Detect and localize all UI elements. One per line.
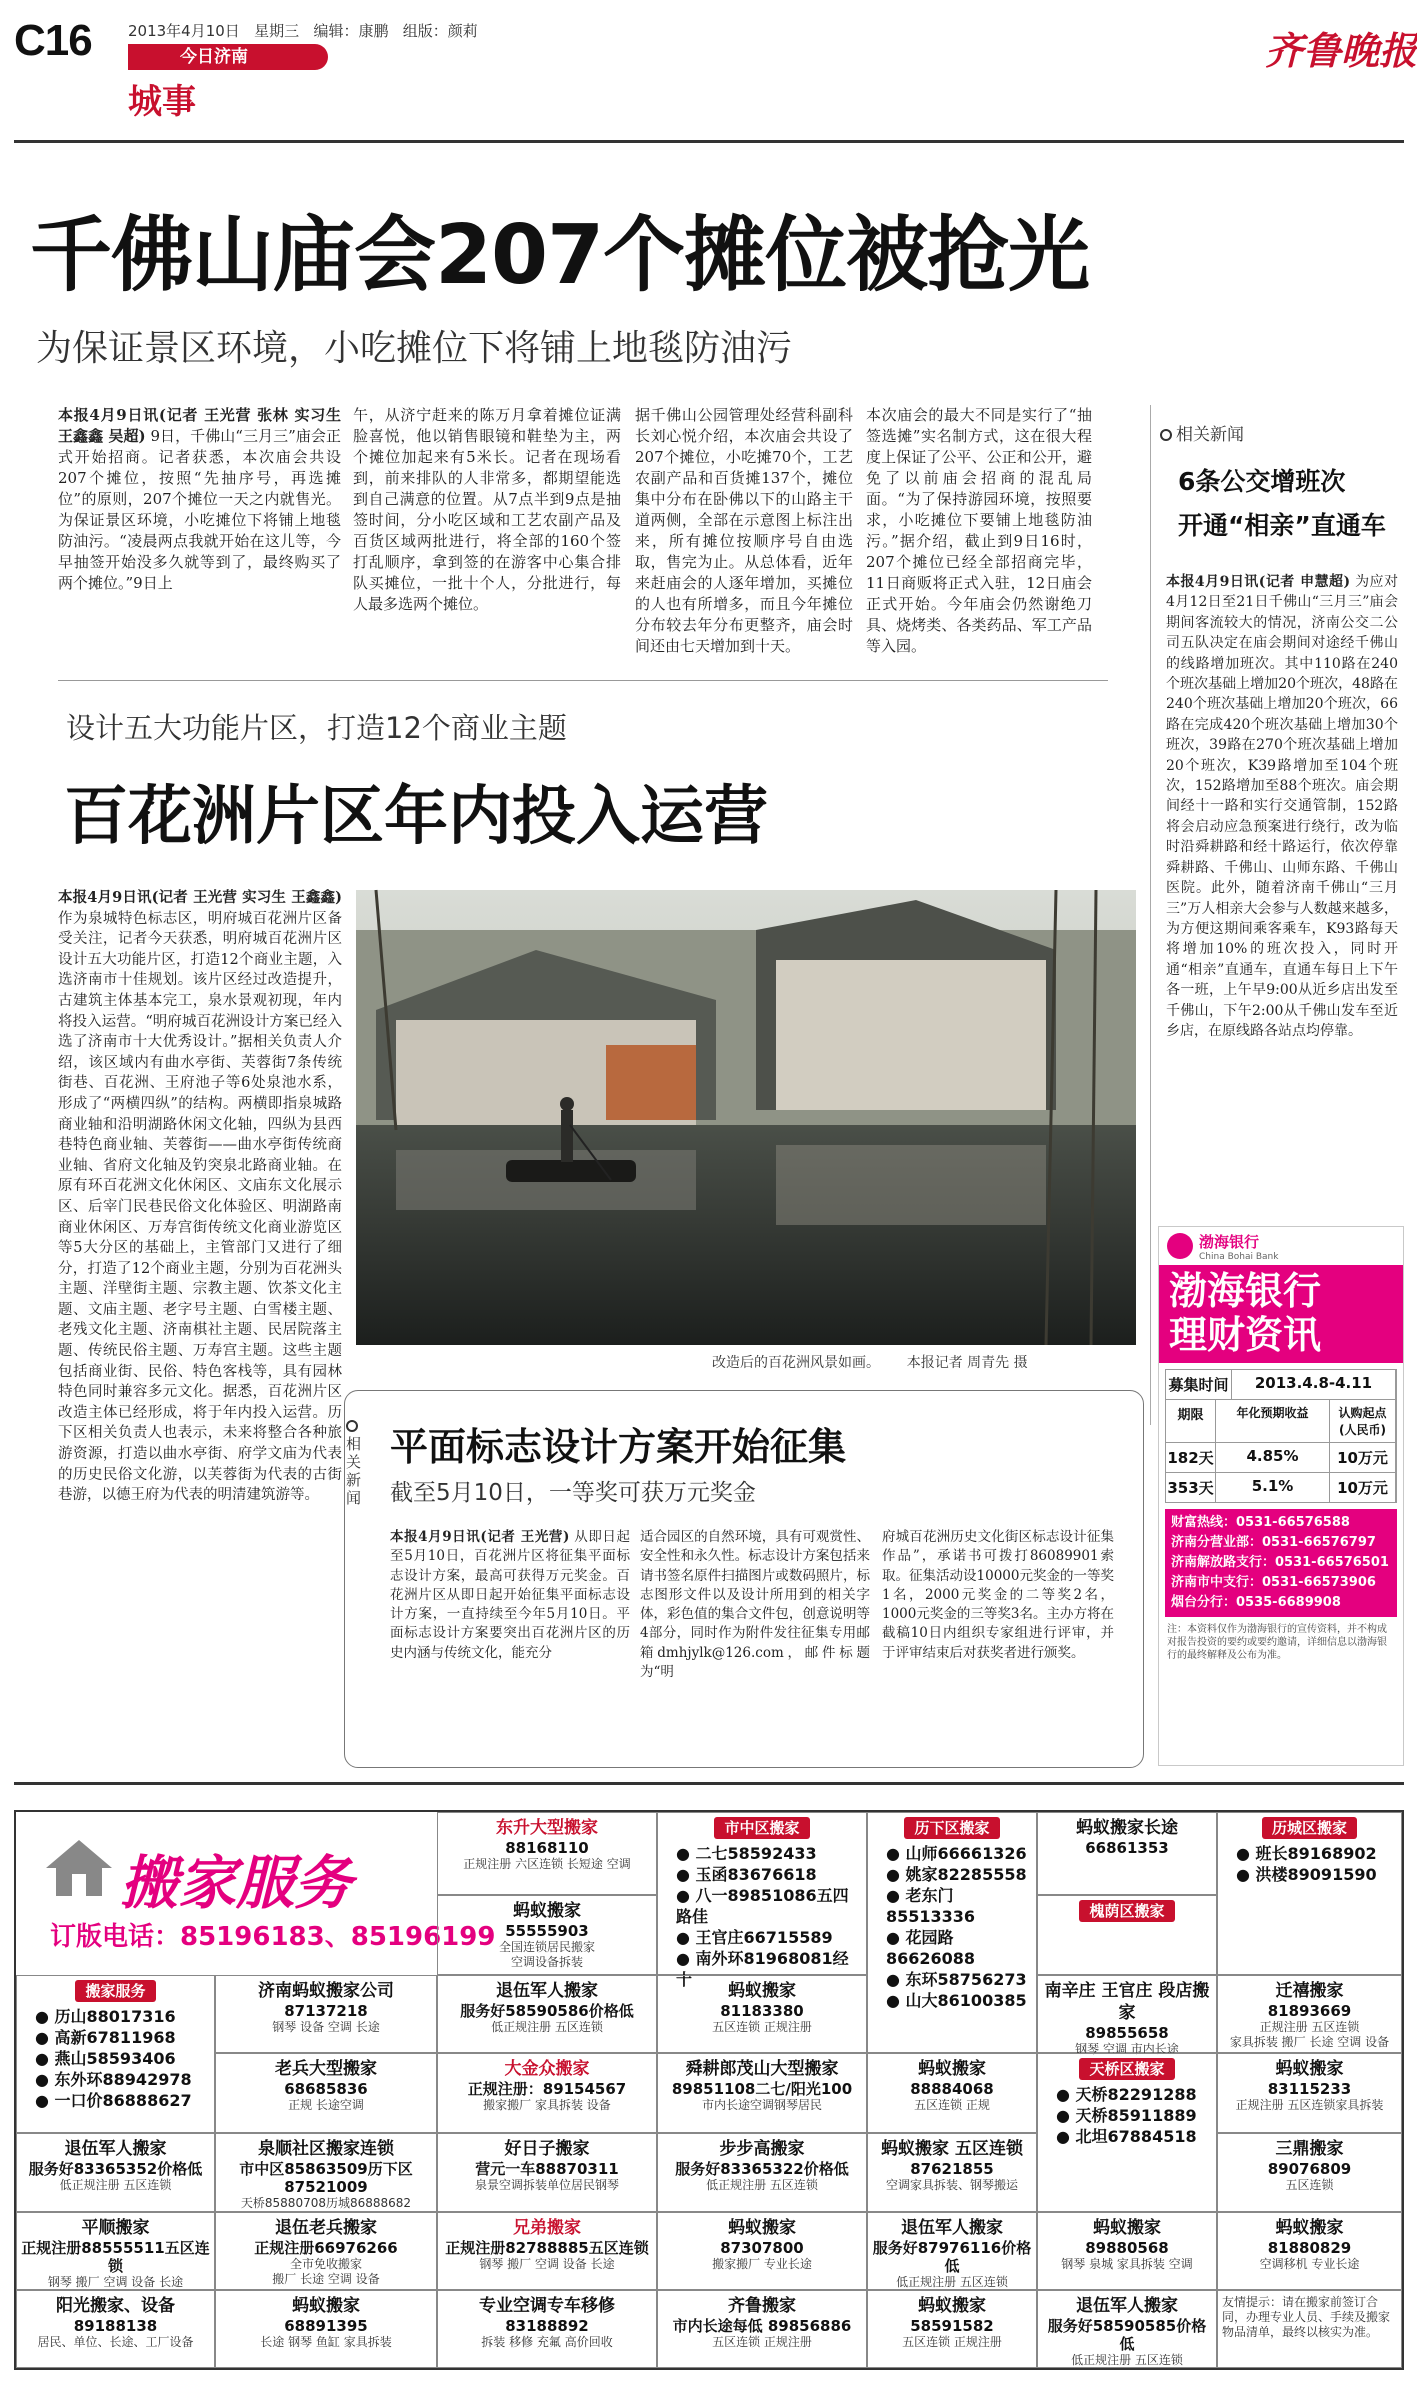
ad-title: 蚂蚁搬家: [1275, 2218, 1344, 2238]
ad-district-tag: 天桥区搬家: [1079, 2058, 1174, 2080]
story3-headline: 平面标志设计方案开始征集: [390, 1425, 847, 1469]
story3-byline: 本报4月9日讯(记者 王光营): [390, 1529, 570, 1545]
ad-cell: [215, 2290, 437, 2368]
ad-line: 搬家搬厂 专业长途: [712, 2257, 812, 2271]
ad-line: 钢琴 泉城 家具拆装 空调: [1061, 2257, 1193, 2271]
bank-logo: [1159, 1227, 1403, 1265]
ad-line: 天桥85880708历城86888682: [240, 2196, 412, 2210]
story1-col2: 午，从济宁赶来的陈万月拿着摊位证满脸喜悦，他以销售眼镜和鞋垫为主，两个摊位加起来有5米长。记者在现场看到，前来排队的人非常多，都期望能选到自己满意的位置。从7点半到9点是抽签时间，分小吃区域和工艺农副产品及百货区域两批进行，将全部的160个签打乱顺序，拿到签的在游客中心集合排队买摊位，一批十个人，分批进行，每人最多选两个摊位。: [353, 406, 621, 613]
bank-cell: 353天: [1166, 1473, 1216, 1502]
ad-line: ● 老东门85513336: [886, 1886, 976, 1926]
bank-cell: 10万元: [1330, 1443, 1396, 1472]
ad-district-tag: 市中区搬家: [714, 1817, 809, 1839]
ad-title: 阳光搬家、设备: [56, 2296, 175, 2316]
ad-title: 东升大型搬家: [496, 1818, 598, 1838]
ad-line: 低正规注册 五区连锁: [59, 2178, 172, 2192]
ad-line: ● 王官庄66715589: [676, 1928, 833, 1947]
ad-title: 南辛庄 王官庄 段店搬家: [1044, 1981, 1210, 2023]
bank-hotline: 济南解放路支行：0531-66576501: [1171, 1555, 1389, 1570]
bank-logo-text: 渤海银行: [1199, 1232, 1260, 1251]
ad-line: 家具拆装 搬厂 长途 空调 设备: [1229, 2035, 1390, 2049]
ad-cell: [437, 2053, 657, 2133]
ad-title: [21, 1980, 210, 2002]
ad-title: 蚂蚁搬家: [292, 2296, 360, 2316]
ad-line: ● 玉函83676618: [676, 1865, 817, 1884]
ad-cell: [437, 2212, 657, 2290]
ad-line: 87137218: [284, 2002, 368, 2020]
ad-line: 泉景空调拆装单位居民钢琴: [474, 2178, 619, 2192]
story2-body-text: 作为泉城特色标志区，明府城百花洲片区备受关注，记者今天获悉，明府城百花洲片区设计五大功能片区，打造12个商业主题，入选济南市十佳规划。该片区经过改造提升，古建筑主体基本完工，泉水景观初现，年内将投入运营。“明府城百花洲设计方案已经入选了济南市十大优秀设计。”据相关负责人介绍，该区域内有曲水亭街、芙蓉街7条传统街巷、百花洲、王府池子等6处泉池水系，形成了“两横四纵”的结构。两横即指泉城路商业轴和沿明湖路休闲文化轴，四纵为县西巷特色商业轴、芙蓉街——曲水亭街传统商业轴、省府文化轴及钓突泉北路商业轴。在原有环百花洲文化休闲区、文庙东文化展示区、后宰门民巷民俗文化体验区、明湖路南商业休闲区、万寿宫街传统文化商业游览区等5大分区的基础上，主管部门又进行了细分，打造了12个商业主题，分别为百花洲头主题、洋壁街主题、宗教主题、饮茶文化主题、文庙主题、老字号主题、白雪楼主题、老残文化主题、济南棋社主题、民居院落主题、传统民俗主题、万寿宫主题。这些主题包括商业街、民俗、特色客栈等，具有园林特色同时兼容多元文化。据悉，百花洲片区改造主体已经形成，将于年内投入运营。历下区相关负责人也表示，未来将整合各种旅游资源，打造以曲水亭街、府学文庙为代表的历史民俗文化游，以芙蓉街为代表的古街巷游，以德王府为代表的明清建筑游等。: [58, 910, 342, 1504]
story1-rule: [58, 680, 1108, 681]
ad-cell: [867, 2053, 1037, 2133]
ad-cell: [657, 2290, 867, 2368]
house-logo-icon: [44, 1838, 114, 1898]
photo-caption-text: 改造后的百花洲风景如画。: [712, 1355, 880, 1371]
ad-title: 蚂蚁搬家: [1093, 2218, 1161, 2238]
ad-line: 服务好58590586价格低: [460, 2002, 634, 2020]
sidebar-headline2: 开通“相亲”直通车: [1178, 511, 1386, 540]
ad-title: 蚂蚁搬家 五区连锁: [881, 2139, 1023, 2159]
sidebar-body: [1166, 572, 1398, 1202]
ads-phone: 订版电话：85196183、85196199: [50, 1922, 496, 1952]
ad-line: 正规注册82788885五区连锁: [445, 2239, 649, 2257]
section-name: 城事: [128, 82, 196, 122]
sidebar-label-text: 相关新闻: [1176, 425, 1244, 445]
story3-label-text: 相关新闻: [346, 1435, 362, 1507]
ad-cell: [1037, 2053, 1217, 2212]
story1-col3: 据千佛山公园管理处经营科副科长刘心悦介绍，本次庙会共设了207个摊位，小吃摊70个，工艺农副产品和百货摊137个，摊位集中分布在卧佛以下的山路主干道两侧，全部在示意图上标注出来，所有摊位按顺序号自由选取，售完为止。从总体看，近年来赶庙会的人逐年增加，买摊位的人也有所增多，而且今年摊位分布较去年分布更整齐，庙会时间还由七天增加到十天。: [635, 406, 853, 655]
ad-cell: [1037, 1812, 1217, 1895]
ad-line: 66861353: [1085, 1839, 1169, 1857]
ad-cell: [1037, 2290, 1217, 2368]
ad-line: ● 二七58592433: [676, 1844, 817, 1863]
ad-line: 居民、单位、长途、工厂设备: [37, 2335, 194, 2349]
page-header: [0, 0, 1417, 130]
ad-line: 空调移机 专业长途: [1259, 2257, 1360, 2271]
ad-cell: [215, 2133, 437, 2212]
ad-line: 五区连锁 正规注册: [902, 2335, 1002, 2349]
sidebar-byline: 本报4月9日讯(记者 申慧超): [1166, 574, 1351, 590]
ad-line: ● 山大86100385: [886, 1991, 1027, 2010]
sidebar-body-text: 为应对4月12日至21日千佛山“三月三”庙会期间客流较大的情况，济南公交二公司五队决定在庙会期间对途经千佛山的线路增加班次。其中110路在240个班次基础上增加20个班次，48路在240个班次基础上增加20个班次，66路在完成420个班次基础上增加30个班次，39路在270个班次基础上增加20个班次，K39路增加至104个班次，152路增加至88个班次。庙会期间经十一路和实行交通管制，152路将会启动应急预案进行绕行，改为临时沿舜耕路和经十路运行，依次停靠舜耕路、千佛山、山师东路、千佛山医院。此外，随着济南千佛山“三月三”万人相亲大会参与人数越来越多，为方便这期间乘客乘车，K93路每天将增加10%的班次投入，同时开通“相亲”直通车，直通车每日上下午各一班，上午早9:00从近乡店出发至千佛山，下午2:00从千佛山发车至近乡店，在原线路各站点均停靠。: [1166, 574, 1398, 1039]
ad-line: 拆装 移修 充氟 高价回收: [481, 2335, 613, 2349]
ad-cell: [215, 1975, 437, 2053]
ad-line: ● 燕山58593406: [35, 2049, 176, 2068]
ad-district-tag: 搬家服务: [75, 1980, 155, 2002]
ad-line: 服务好87976116价格低: [872, 2239, 1032, 2275]
ad-line: ● 洪楼89091590: [1236, 1865, 1377, 1884]
story2-body: [58, 888, 342, 1773]
ad-line: 钢琴 搬厂 空调 设备 长途: [479, 2257, 615, 2271]
ad-title: 蚂蚁搬家: [918, 2296, 986, 2316]
bank-hotline: 济南市中支行：0531-66573906: [1171, 1575, 1376, 1590]
bullet-icon: [1160, 429, 1172, 441]
story1-col4: 本次庙会的最大不同是实行了“抽签选摊”实名制方式，这在很大程度上保证了公平、公正和公开，避免了以前庙会招商的混乱局面。“为了保持游园环境，按照要求，小吃摊位下要铺上地毯防油污。”据介绍，截止到9日16时，207个摊位已经全部招商完毕，11日商贩将正式入驻，12日庙会正式开始。今年庙会仍然谢绝刀具、烧烤类、各类药品、军工产品等入园。: [866, 406, 1092, 655]
story1-col1-text: 9日，千佛山“三月三”庙会正式开始招商。记者获悉，本次庙会共设207个摊位，按照“先抽序号，再选摊位”的原则，207个摊位一天之内就售光。为保证景区环境，小吃摊位下将铺上地毯防油污。“凌晨两点我就开始在这儿等，今早抽签开始没多久就等到了，最终购买了两个摊位。”9日上: [58, 427, 341, 592]
story3-col1-text: 从即日起至5月10日，百花洲片区将征集平面标志设计方案，最高可获得万元奖金。百花洲片区从即日起开始征集平面标志设计方案，一直持续至今年5月10日。平面标志设计方案要突出百花洲片区的历史内涵与传统文化，能充分: [390, 1529, 631, 1661]
ad-title: 专业空调专车移修: [479, 2296, 615, 2316]
ad-title: [662, 1817, 862, 1839]
ad-line: 低正规注册 五区连锁: [896, 2275, 1008, 2289]
ad-cell: [1217, 2053, 1402, 2133]
ad-line: 88168110: [505, 1839, 589, 1857]
page-number: C16: [14, 16, 92, 65]
ad-title: 蚂蚁搬家: [1275, 2059, 1344, 2079]
ad-line: ● 北坦67884518: [1056, 2127, 1197, 2146]
ad-title: 大金众搬家: [504, 2059, 590, 2079]
ads-logo-text: 搬家服务: [120, 1849, 353, 1917]
ad-title: [1042, 2058, 1212, 2080]
ad-line: 五区连锁 正规注册: [712, 2335, 812, 2349]
ad-district-tag: 历下区搬家: [904, 1817, 999, 1839]
photo-illustration: [356, 890, 1136, 1345]
ad-title: 退伍军人搬家: [1076, 2296, 1178, 2316]
ad-line: 81893669: [1267, 2002, 1352, 2020]
ad-line: 钢琴 空调 市内长途: [1075, 2042, 1179, 2056]
bank-ad: [1158, 1226, 1404, 1766]
ad-line: 正规注册66976266: [254, 2239, 398, 2257]
bank-hotline: 烟台分行：0535-6689908: [1171, 1595, 1341, 1610]
story3-col3: 府城百花洲历史文化街区标志设计征集作品”，承诺书可拨打86089901索取。征集活动设10000元奖金的一等奖1名，2000元奖金的二等奖2名，1000元奖金的三等奖3名。主办方将在截稿10日内组织专家组进行评审，并于评审结束后对获奖者进行颁奖。: [882, 1529, 1114, 1661]
ad-cell: [215, 2212, 437, 2290]
ad-line: 空调家具拆装、钢琴搬运: [885, 2178, 1018, 2192]
ad-line: 68891395: [284, 2317, 368, 2335]
ad-line: 88884068: [910, 2080, 994, 2098]
bank-hotlines: [1165, 1509, 1397, 1617]
ad-line: 83115233: [1267, 2080, 1352, 2098]
ad-title: 步步高搬家: [719, 2139, 805, 2159]
ad-line: 正规注册：89154567: [467, 2080, 627, 2098]
ad-cell: [16, 2290, 215, 2368]
ads-logo: [30, 1826, 496, 1956]
ad-cell: [1217, 2212, 1402, 2290]
ad-line: 市内长途每低 89856886: [672, 2317, 852, 2335]
ad-district-tag: 历城区搬家: [1262, 1817, 1357, 1839]
bank-hotline: 财富热线：0531-66576588: [1171, 1515, 1350, 1530]
ad-line: ● 花园路86626088: [886, 1928, 976, 1968]
ad-line: 五区连锁: [1285, 2178, 1334, 2192]
ad-cell: [657, 2212, 867, 2290]
story3-col1: [390, 1528, 630, 1760]
ad-cell: [437, 2133, 657, 2212]
story2-byline: 本报4月9日讯(记者 王光营 实习生 王鑫鑫): [58, 889, 342, 906]
ad-cell: [16, 1975, 215, 2133]
ad-title: 蚂蚁搬家: [513, 1901, 581, 1921]
ad-title: 舜耕郎茂山大型搬家: [685, 2059, 839, 2079]
ad-line: 89880568: [1085, 2239, 1169, 2257]
bank-period: 2013.4.8-4.11: [1232, 1370, 1396, 1399]
bank-header: 年化预期收益: [1216, 1400, 1330, 1442]
ad-cell: [16, 2133, 215, 2212]
ad-title: [1042, 1900, 1212, 1922]
ad-line: 89076809: [1267, 2160, 1352, 2178]
ad-line: 正规 长途空调: [288, 2098, 364, 2112]
ad-line: 服务好58590585价格低: [1047, 2317, 1207, 2353]
ad-line: ● 天桥85911889: [1056, 2106, 1197, 2125]
ad-cell: [1217, 1812, 1402, 1975]
ad-cell: [437, 1895, 657, 1975]
ad-line: 89188138: [73, 2317, 158, 2335]
header-rule: [14, 140, 1404, 143]
ad-title: 蚂蚁搬家: [918, 2059, 986, 2079]
ad-line: 正规注册 五区连锁家具拆装: [1235, 2098, 1384, 2112]
bank-disclaimer: 注：本资料仅作为渤海银行的宣传资料，并不构成对报告投资的要约或要约邀请，详细信息以渤海银行的最终解释及公布为准。: [1167, 1624, 1387, 1661]
bank-logo-en: China Bohai Bank: [1199, 1251, 1279, 1262]
ad-cell: [1037, 1895, 1217, 1975]
ad-line: ● 东外环88942978: [35, 2070, 192, 2089]
ad-line: 市内长途空调钢琴居民: [701, 2098, 822, 2112]
ad-line: 五区连锁 正规注册: [712, 2020, 812, 2034]
story1-subhead: 为保证景区环境，小吃摊位下将铺上地毯防油污: [36, 328, 793, 369]
bank-title2: 理财资讯: [1169, 1313, 1322, 1357]
header-editor: 编辑：康鹏: [313, 22, 389, 40]
ad-line: 低正规注册 五区连锁: [706, 2178, 818, 2192]
ad-title: 蚂蚁搬家: [728, 2218, 796, 2238]
ad-line: 长途 钢琴 鱼缸 家具拆装: [260, 2335, 392, 2349]
bank-title: [1159, 1265, 1403, 1363]
ad-line: 全市免收搬家: [289, 2257, 362, 2271]
ad-title: 老兵大型搬家: [275, 2059, 377, 2079]
ad-line: 81880829: [1267, 2239, 1352, 2257]
sidebar-divider: [1150, 405, 1151, 1425]
ad-line: 83188892: [505, 2317, 589, 2335]
story3-col2: 适合园区的自然环境，具有可观赏性、安全性和永久性。标志设计方案包括来请书签名原件扫描图片或数码照片，标志图形文件以及设计所用到的相关字体，彩色值的集合文件包，创意说明等4部分，同时作为附件发往征集专用邮箱dmhjylk@126.com，邮件标题为“明: [640, 1529, 870, 1681]
bank-row: [1166, 1443, 1396, 1473]
ad-cell: [867, 2290, 1037, 2368]
ad-cell: [437, 2290, 657, 2368]
ad-cell: [437, 1812, 657, 1895]
ad-title: 蚂蚁搬家长途: [1076, 1818, 1178, 1838]
ad-cell: [657, 1812, 867, 1989]
bank-cell: 10万元: [1330, 1473, 1396, 1502]
ad-line: ● 历山88017316: [35, 2007, 176, 2026]
ad-line: 钢琴 设备 空调 长途: [272, 2020, 380, 2034]
ad-line: 正规注册 五区连锁: [1259, 2020, 1360, 2034]
story2-headline: 百花洲片区年内投入运营: [64, 780, 768, 854]
ad-cell: [1217, 2290, 1402, 2368]
ad-line: ● 姚家82285558: [886, 1865, 1027, 1884]
header-layout: 组版：颜莉: [402, 22, 478, 40]
ad-line: 正规注册88555511五区连锁: [21, 2239, 210, 2275]
bank-cell: 5.1%: [1216, 1473, 1330, 1502]
ad-line: ● 一口价86888627: [35, 2091, 192, 2110]
photo-caption: [712, 1352, 1028, 1372]
bank-period-label: 募集时间: [1166, 1370, 1232, 1399]
ad-line: 89855658: [1085, 2024, 1169, 2042]
ad-title: 退伍军人搬家: [901, 2218, 1003, 2238]
ad-line: ● 高新67811968: [35, 2028, 176, 2047]
ad-line: 市中区85863509历下区87521009: [239, 2160, 413, 2196]
ad-title: [1222, 1817, 1397, 1839]
story3-label: [346, 1420, 366, 1507]
ad-cell: [867, 1812, 1037, 2053]
ad-line: ● 东环58756273: [886, 1970, 1027, 1989]
ad-cell: [657, 2133, 867, 2212]
ad-line: 五区连锁 正规: [914, 2098, 990, 2112]
bank-title1: 渤海银行: [1169, 1269, 1322, 1313]
ad-title: 泉顺社区搬家连锁: [258, 2139, 394, 2159]
ad-title: [872, 1817, 1032, 1839]
brand-logo: 齐鲁晚报: [1265, 28, 1417, 73]
ad-line: 87621855: [910, 2160, 994, 2178]
header-meta: [128, 20, 478, 41]
ad-cell: [437, 1975, 657, 2053]
story1-col1: [58, 405, 341, 670]
ad-title: 平顺搬家: [81, 2218, 150, 2238]
ad-line: 55555903: [505, 1922, 589, 1940]
bullet-icon: [346, 1420, 358, 1432]
story1-headline: 千佛山庙会207个摊位被抢光: [30, 208, 1090, 303]
bank-cell: 182天: [1166, 1443, 1216, 1472]
ad-line: 81183380: [720, 2002, 804, 2020]
bank-row: [1166, 1473, 1396, 1503]
bank-header-row: [1166, 1400, 1396, 1443]
bank-cell: 4.85%: [1216, 1443, 1330, 1472]
bank-logo-icon: [1167, 1233, 1193, 1259]
ad-cell: [1037, 1975, 1217, 2056]
ad-title: 好日子搬家: [504, 2139, 590, 2159]
bank-header: 认购起点(人民币): [1330, 1400, 1396, 1442]
story3-subhead: 截至5月10日，一等奖可获万元奖金: [390, 1480, 756, 1506]
ad-title: 兄弟搬家: [513, 2218, 581, 2238]
ad-title: 退伍军人搬家: [496, 1981, 598, 2001]
ad-title: 迁禧搬家: [1275, 1981, 1344, 2001]
bank-period-row: [1166, 1370, 1396, 1400]
ad-line: ● 山师66661326: [886, 1844, 1027, 1863]
ad-line: 低正规注册 五区连锁: [1071, 2353, 1183, 2367]
story2-kicker: 设计五大功能片区，打造12个商业主题: [66, 711, 567, 745]
ad-line: 58591582: [910, 2317, 994, 2335]
ad-cell: [657, 1975, 867, 2053]
ad-cell: [1217, 1975, 1402, 2053]
section-tag: 今日济南: [128, 44, 328, 70]
ad-line: 89851108二七/阳光100: [671, 2080, 853, 2098]
ad-title: 济南蚂蚁搬家公司: [258, 1981, 394, 2001]
ad-line: ● 南外环81968081经十: [676, 1949, 849, 1989]
ad-line: ● 班长89168902: [1236, 1844, 1377, 1863]
ad-line: 87307800: [720, 2239, 804, 2257]
ad-line: 友情提示：请在搬家前签订合同，办理专业人员、手续及搬家物品清单，最终以核实为准。: [1222, 2295, 1391, 2339]
ad-cell: [867, 2133, 1037, 2212]
ad-line: 服务好83365322价格低: [675, 2160, 849, 2178]
ad-line: 营元一车88870311: [475, 2160, 619, 2178]
content-bottom-rule: [14, 1782, 1404, 1785]
ad-line: 空调设备拆装: [510, 1955, 583, 1969]
ad-district-tag: 槐荫区搬家: [1079, 1900, 1174, 1922]
ad-line: 正规注册 六区连锁 长短途 空调: [463, 1857, 631, 1871]
ad-cell: [16, 2212, 215, 2290]
ad-cell: [867, 2212, 1037, 2290]
ad-line: 服务好83365352价格低: [28, 2160, 203, 2178]
bank-table: [1165, 1369, 1397, 1503]
story1-byline: 本报4月9日讯(记者 王光营 张林 实习生 王鑫鑫 吴超): [58, 406, 341, 445]
ad-line: 低正规注册 五区连锁: [491, 2020, 603, 2034]
ad-line: ● 八一89851086五四路佳: [676, 1886, 849, 1926]
bank-header: 期限: [1166, 1400, 1216, 1442]
header-weekday: 星期三: [254, 22, 300, 40]
ad-line: 搬家搬厂 家具拆装 设备: [483, 2098, 611, 2112]
ad-title: 退伍老兵搬家: [275, 2218, 377, 2238]
sidebar-headline1: 6条公交增班次: [1178, 467, 1346, 496]
ad-line: 全国连锁居民搬家: [498, 1940, 595, 1954]
ad-line: 钢琴 搬厂 空调 设备 长途: [47, 2275, 184, 2289]
photo-credit: 本报记者 周青先 摄: [906, 1355, 1028, 1371]
ad-line: ● 天桥82291288: [1056, 2085, 1197, 2104]
ad-cell: [215, 2053, 437, 2133]
story2-photo: [356, 890, 1136, 1345]
ad-cell: [1217, 2133, 1402, 2212]
bank-hotline: 济南分营业部：0531-66576797: [1171, 1535, 1376, 1550]
ad-line: 68685836: [284, 2080, 368, 2098]
ad-cell: [1037, 2212, 1217, 2290]
header-date: 2013年4月10日: [128, 22, 240, 40]
ad-title: 齐鲁搬家: [728, 2296, 796, 2316]
ad-line: 搬厂 长途 空调 设备: [272, 2272, 380, 2286]
sidebar-label: [1160, 420, 1244, 445]
ad-title: 蚂蚁搬家: [728, 1981, 796, 2001]
ad-cell: [657, 2053, 867, 2133]
ad-title: 三鼎搬家: [1275, 2139, 1344, 2159]
ad-title: 退伍军人搬家: [64, 2139, 167, 2159]
